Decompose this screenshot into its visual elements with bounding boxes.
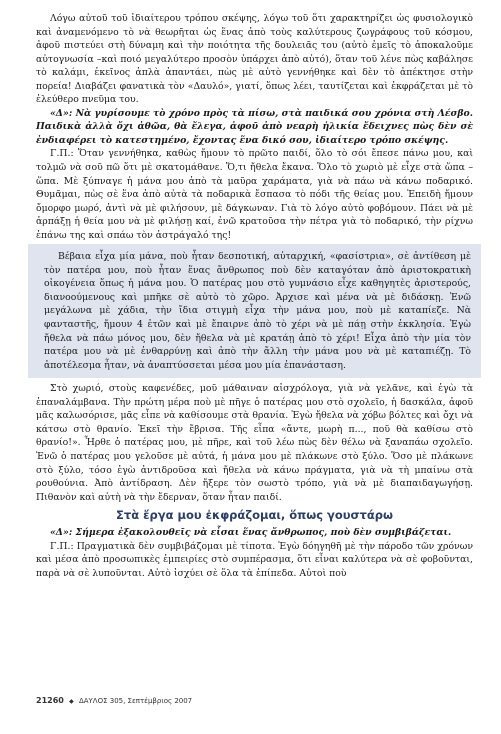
answer-paragraph-1: Γ.Π.: Ὅταν γεννήθηκα, καθὼς ἤμουν τὸ πρῶτο παιδί, ὅλο τὸ σόι ἔπεσε πάνω μου, καὶ τολμῶ νὰ σοῦ πῶ ὅτι μὲ σκατομάθανε. Ὅ,τι ἤθελα ἔκανα. Ὅλο τὸ χωριὸ μὲ εἶχε στὰ ὥπα – ὥπα. Μὲ ξύπναγε ἡ μάνα μου ἀπὸ τὰ μαῦρα χαράματα, γιὰ νὰ πάω νὰ κάνω ποδαρικό. Θυμᾶμαι, πὼς σὲ ἕνα ἀπὸ αὐτὰ τὰ ποδαρικὰ ἔσπασα τὸ πόδι τῆς θείας μου. Ἐπειδὴ ἤμουν ὄμορφο μωρό, ἀντὶ νὰ μὲ φιλήσουν, μὲ δάγκωναν. Γιὰ τὸ λόγο αὐτὸ φοβόμουν. Πάει νὰ μὲ ἁρπάξῃ ἡ θεία μου νὰ μὲ φιλήσῃ καί, ἐνῶ κρατοῦσα τὴν πέτρα γιὰ τὸ ποδαρικό, τὴν ρίχνω ἐπάνω της καὶ σπάω τὸν ἀστράγαλό της! bbox=[36, 148, 473, 241]
section-subheading: Στὰ ἔργα μου ἐκφράζομαι, ὅπως γουστάρω bbox=[116, 508, 393, 523]
highlighted-box bbox=[28, 244, 481, 378]
interview-question-2: «Δ»: Σήμερα ἐξακολουθεῖς νὰ εἶσαι ἕνας ἄνθρωπος, ποὺ δὲν συμβιβάζεται. bbox=[50, 527, 452, 539]
page-footer bbox=[36, 696, 192, 707]
highlighted-paragraph: Βέβαια εἶχα μία μάνα, ποὺ ἦταν δεσποτική, αὐταρχική, «φασίστρια», σὲ ἀντίθεση μὲ τὸν πατέρα μου, ποὺ ἦταν ἕνας ἄνθρωπος ποὺ δὲν καταγόταν ἀπὸ ἀριστοκρατικὴ οἰκογένεια ὅπως ἡ μάνα μου. Ὁ πατέρας μου στὸ γυμνάσιο εἶχε καθηγητὲς ἀριστερούς, διανοούμενους καὶ μπῆκε σὲ αὐτὸ τὸ χῶρο. Ἀρχισε καὶ μένα νὰ μὲ διδάσκῃ. Ἐνῶ μεγάλωνα μὲ χάδια, τὴν ἴδια στιγμὴ εἶχα τὴν μάνα μου, ποὺ μὲ καταπίεζε. Νὰ φανταστῆς, ἤμουν 4 ἐτῶν καὶ μὲ ἔπαιρνε ἀπὸ τὸ χέρι νὰ μὲ πάῃ στὴν ἐκκλησία. Ἐγὼ ἤθελα νὰ πάω μόνος μου, δὲν ἤθελα νὰ μὲ κρατάῃ ἀπὸ τὸ χέρι! Εἶχα ἀπὸ τὴν μία τὸν πατέρα μου νὰ μὲ ἐνθαρρύνῃ καὶ ἀπὸ τὴν ἄλλη τὴν μάνα μου νὰ μὲ καταπιέζῃ. Τὸ ἀποτέλεσμα ἦταν, νὰ ἀναπτύσσεται μέσα μου μία ἐπανάσταση. bbox=[44, 251, 471, 371]
intro-paragraph: Λόγω αὐτοῦ τοῦ ἰδιαίτερου τρόπου σκέψης, λόγω τοῦ ὅτι χαρακτηρίζει ὡς φυσιολογικὸ καὶ ἀναμενόμενο τὸ νὰ θεωρῆται ὡς ἕνας ἀπὸ τοὺς καλύτερους ζωγράφους τοῦ κόσμου, ἀφοῦ πιστεύει στὴ δύναμη καὶ τὴν ποιότητα τῆς δουλειᾶς του (αὐτὸ ἐμεῖς τὸ ἀποκαλοῦμε αὐτογνωσία –καὶ ποιό μεγαλύτερο προσὸν ὑπάρχει ἀπὸ αὐτό), ὅταν τοῦ λένε πὼς καβάλησε τὸ καλάμι, ἐκεῖνος ἁπλὰ ἀπαντάει, πὼς μὲ αὐτὸ γεννήθηκε καὶ δὲν τὸ ἀπέκτησε στὴν πορεία! Διαβάζει φανατικὰ τὸν «Δαυλό», γιατί, ὅπως λέει, ταυτίζεται καὶ ἐκφράζεται μὲ τὸ ἐλεύθερο πνεῦμα του. bbox=[36, 13, 473, 106]
interview-question-1: «Δ»: Νὰ γυρίσουμε τὸ χρόνο πρὸς τὰ πίσω, στὰ παιδικά σου χρόνια στὴ Λέσβο. Παιδικὰ ἀλλὰ ὄχι ἀθῶα, θὰ ἔλεγα, ἀφοῦ ἀπὸ νεαρὴ ἡλικία ἔδειχνες πὼς δὲν σὲ ἐνδιαφέρει τὸ κατεστημένο, ἔχοντας ἕνα δικό σου, ἰδιαίτερο τρόπο σκέψης. bbox=[36, 107, 473, 146]
answer-paragraph-2: Στὸ χωριό, στοὺς καφενέδες, μοῦ μάθαιναν αἰσχρόλογα, γιὰ νὰ γελᾶνε, καὶ ἐγὼ τὰ ἐπαναλάμβανα. Τὴν πρώτη μέρα ποὺ μὲ πῆγε ὁ πατέρας μου στὸ σχολεῖο, ἡ δασκάλα, ἀφοῦ μᾶς καλωσόρισε, μᾶς εἶπε νὰ καθίσουμε στὰ θρανία. Ἐγὼ ἤθελα νὰ χόβω βόλτες καὶ ὄχι νὰ κάτσω στὸ θρανίο. Ἐκεῖ τὴν ἔβρισα. Τῆς εἶπα «ἄντε, μωρὴ π..., ποῦ θὰ καθίσω στὸ θρανίο!». Ἦρθε ὁ πατέρας μου, μὲ πῆρε, καὶ τοῦ λέω πὼς δὲν θέλω νὰ ξαναπάω σχολεῖο. Ἐνῶ ὁ πατέρας μου γελοῦσε μὲ αὐτά, ἡ μάνα μου μὲ πλάκωνε στὸ ξύλο. Ὅσο μὲ πλάκωνε στὸ ξύλο, τόσο ἐγὼ ἀντιδροῦσα καὶ ἤθελα νὰ κάνω πράγματα, γιὰ νὰ τὴ μπαίνω στὰ ρουθούνια. Ἀπὸ ἀντίδραση. Δὲν ἤξερε τὸν σωστὸ τρόπο, γιὰ νὰ μὲ διαπαιδαγωγήσῃ. Πιθανὸν καὶ αὐτὴ νὰ τὴν ἔδερναν, ὅταν ἦταν παιδί. bbox=[36, 383, 473, 503]
issue-info: ΔΑΥΛΟΣ 305, Σεπτέμβριος 2007 bbox=[78, 697, 193, 705]
diamond-separator-icon: ◆ bbox=[69, 698, 74, 705]
page-number: 21260 bbox=[36, 696, 64, 705]
answer-paragraph-3: Γ.Π.: Πραγματικὰ δὲν συμβιβάζομαι μὲ τίποτα. Ἐγὼ δόηγηθῆ μὲ τὴν πάροδο τῶν χρόνων καὶ μέσα ἀπὸ προσωπικὲς ἐμπειρίες στὸ συμπέρασμα, ὅτι εἶναι καλύτερα νὰ σὲ φοβοῦνται, παρὰ νὰ σὲ λυποῦνται. Αὐτὸ ἰσχύει σὲ ὅλα τὰ ἐπίπεδα. Αὐτοὶ ποὺ bbox=[36, 540, 473, 579]
